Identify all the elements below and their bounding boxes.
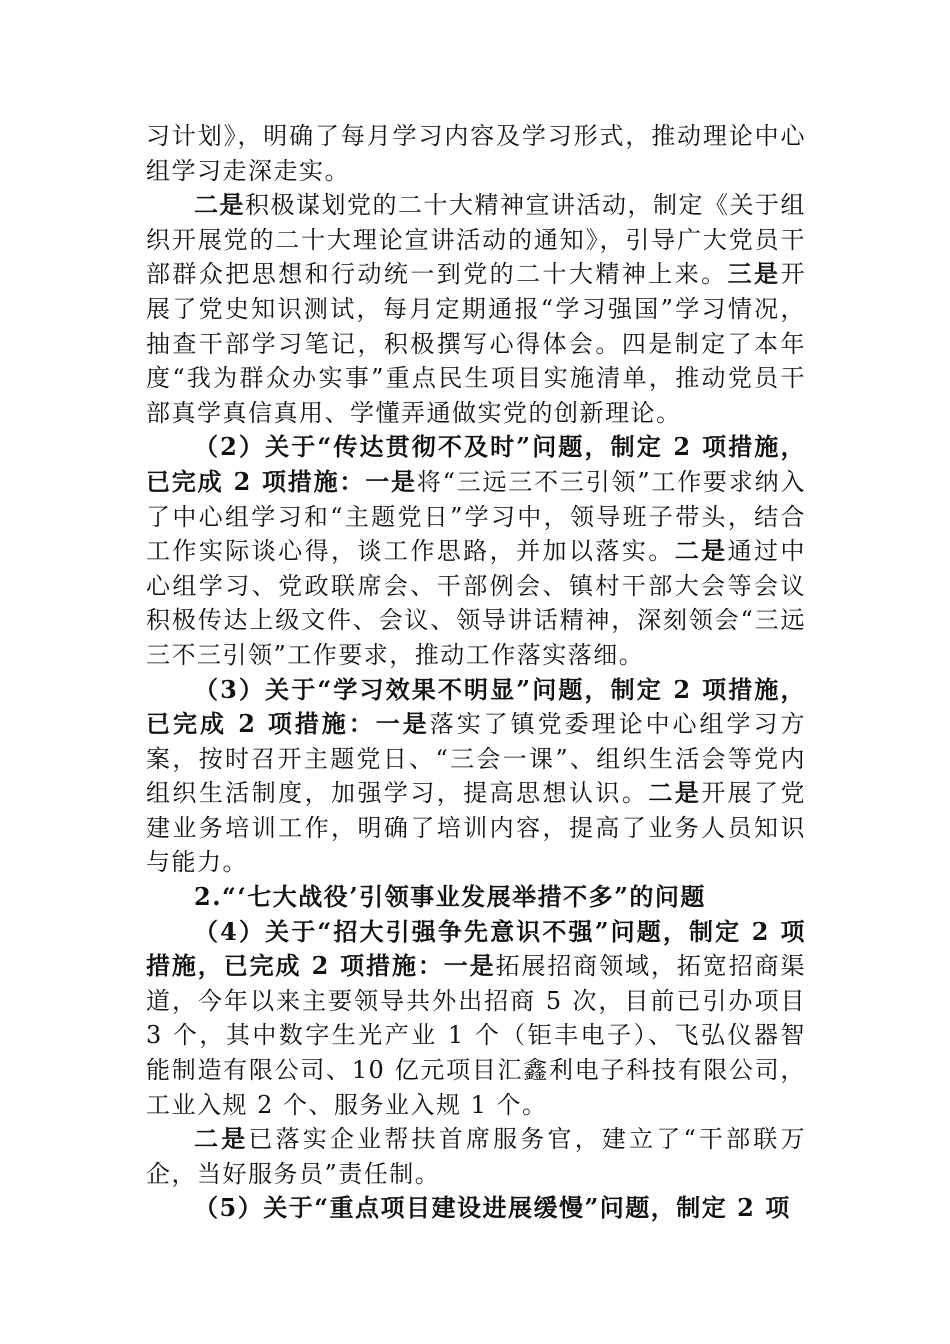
text-run: 开展了党建业务培训工作，明确了培训内容，提高了业务人员知识与能力。 [146, 779, 806, 877]
text-run: 通过中心组学习、党政联席会、干部例会、镇村干部大会等会议积极传达上级文件、会议、领导讲话精神，深刻领会“三远三不三引领”工作要求，推动工作落实落细。 [146, 537, 806, 669]
text-run: 将“三远三不三引领”工作要求纳入了中心组学习和“主题党日”学习中，领导班子带头，结合工作实际谈心得，谈工作思路，并加以落实。 [146, 467, 806, 566]
paragraph-item-5 [146, 1191, 806, 1226]
text-run: 习计划》，明确了每月学习内容及学习形式，推动理论中心组学习走深走实。 [146, 122, 806, 185]
bold-run: （5）关于“重点项目建设进展缓慢”问题，制定 2 项 [194, 1193, 791, 1223]
paragraph-item-4 [146, 915, 806, 1123]
paragraph-second-measure [146, 188, 806, 430]
bold-run: 二是 [194, 190, 245, 220]
bold-run: 二是 [674, 536, 728, 566]
paragraph-item-3 [146, 673, 806, 881]
bold-run: （3）关于“学习效果不明显”问题，制定 2 项措施，已完成 2 项措施：一是 [146, 674, 806, 739]
bold-run: （4）关于“招大引强争先意识不强”问题，制定 2 项措施，已完成 2 项措施：一是 [146, 916, 806, 981]
section-heading [146, 880, 806, 915]
heading-text: 2.“‘七大战役’引领事业发展举措不多”的问题 [194, 882, 706, 912]
text-run: 积极谋划党的二十大精神宣讲活动，制定《关于组织开展党的二十大理论宣讲活动的通知》，引导广大党员干部群众把思想和行动统一到党的二十大精神上来。 [146, 191, 806, 289]
text-run: 已落实企业帮扶首席服务官，建立了“干部联万企，当好服务员”责任制。 [146, 1125, 806, 1188]
bold-run: （2）关于“传达贯彻不及时”问题，制定 2 项措施，已完成 2 项措施：一是 [146, 432, 806, 496]
text-run: 拓展招商领域，拓宽招商渠道，今年以来主要领导共外出招商 5 次，目前已引办项目 3 个，其中数字生光产业 1 个（钜丰电子）、飞弘仪器智能制造有限公司、10 亿元项目汇鑫利电子科技有限公司，工业入规 2 个、服务业入规 1 个。 [146, 952, 806, 1119]
paragraph-item-2 [146, 430, 806, 672]
bold-run: 三是 [727, 259, 781, 289]
text-run: 落实了镇党委理论中心组学习方案，按时召开主题党日、“三会一课”、组织生活会等党内组织生活制度，加强学习，提高思想认识。 [146, 710, 806, 808]
bold-run: 二是 [648, 778, 702, 808]
paragraph-item-4-second [146, 1122, 806, 1191]
document-body [146, 119, 806, 1226]
paragraph-study-plan-continuation [146, 119, 806, 188]
text-run: 开展了党史知识测试，每月定期通报“学习强国”学习情况，抽查干部学习笔记，积极撰写心得体会。四是制定了本年度“我为群众办实事”重点民生项目实施清单，推动党员干部真学真信真用、学懂弄通做实党的创新理论。 [146, 260, 806, 427]
bold-run: 二是 [194, 1124, 249, 1154]
